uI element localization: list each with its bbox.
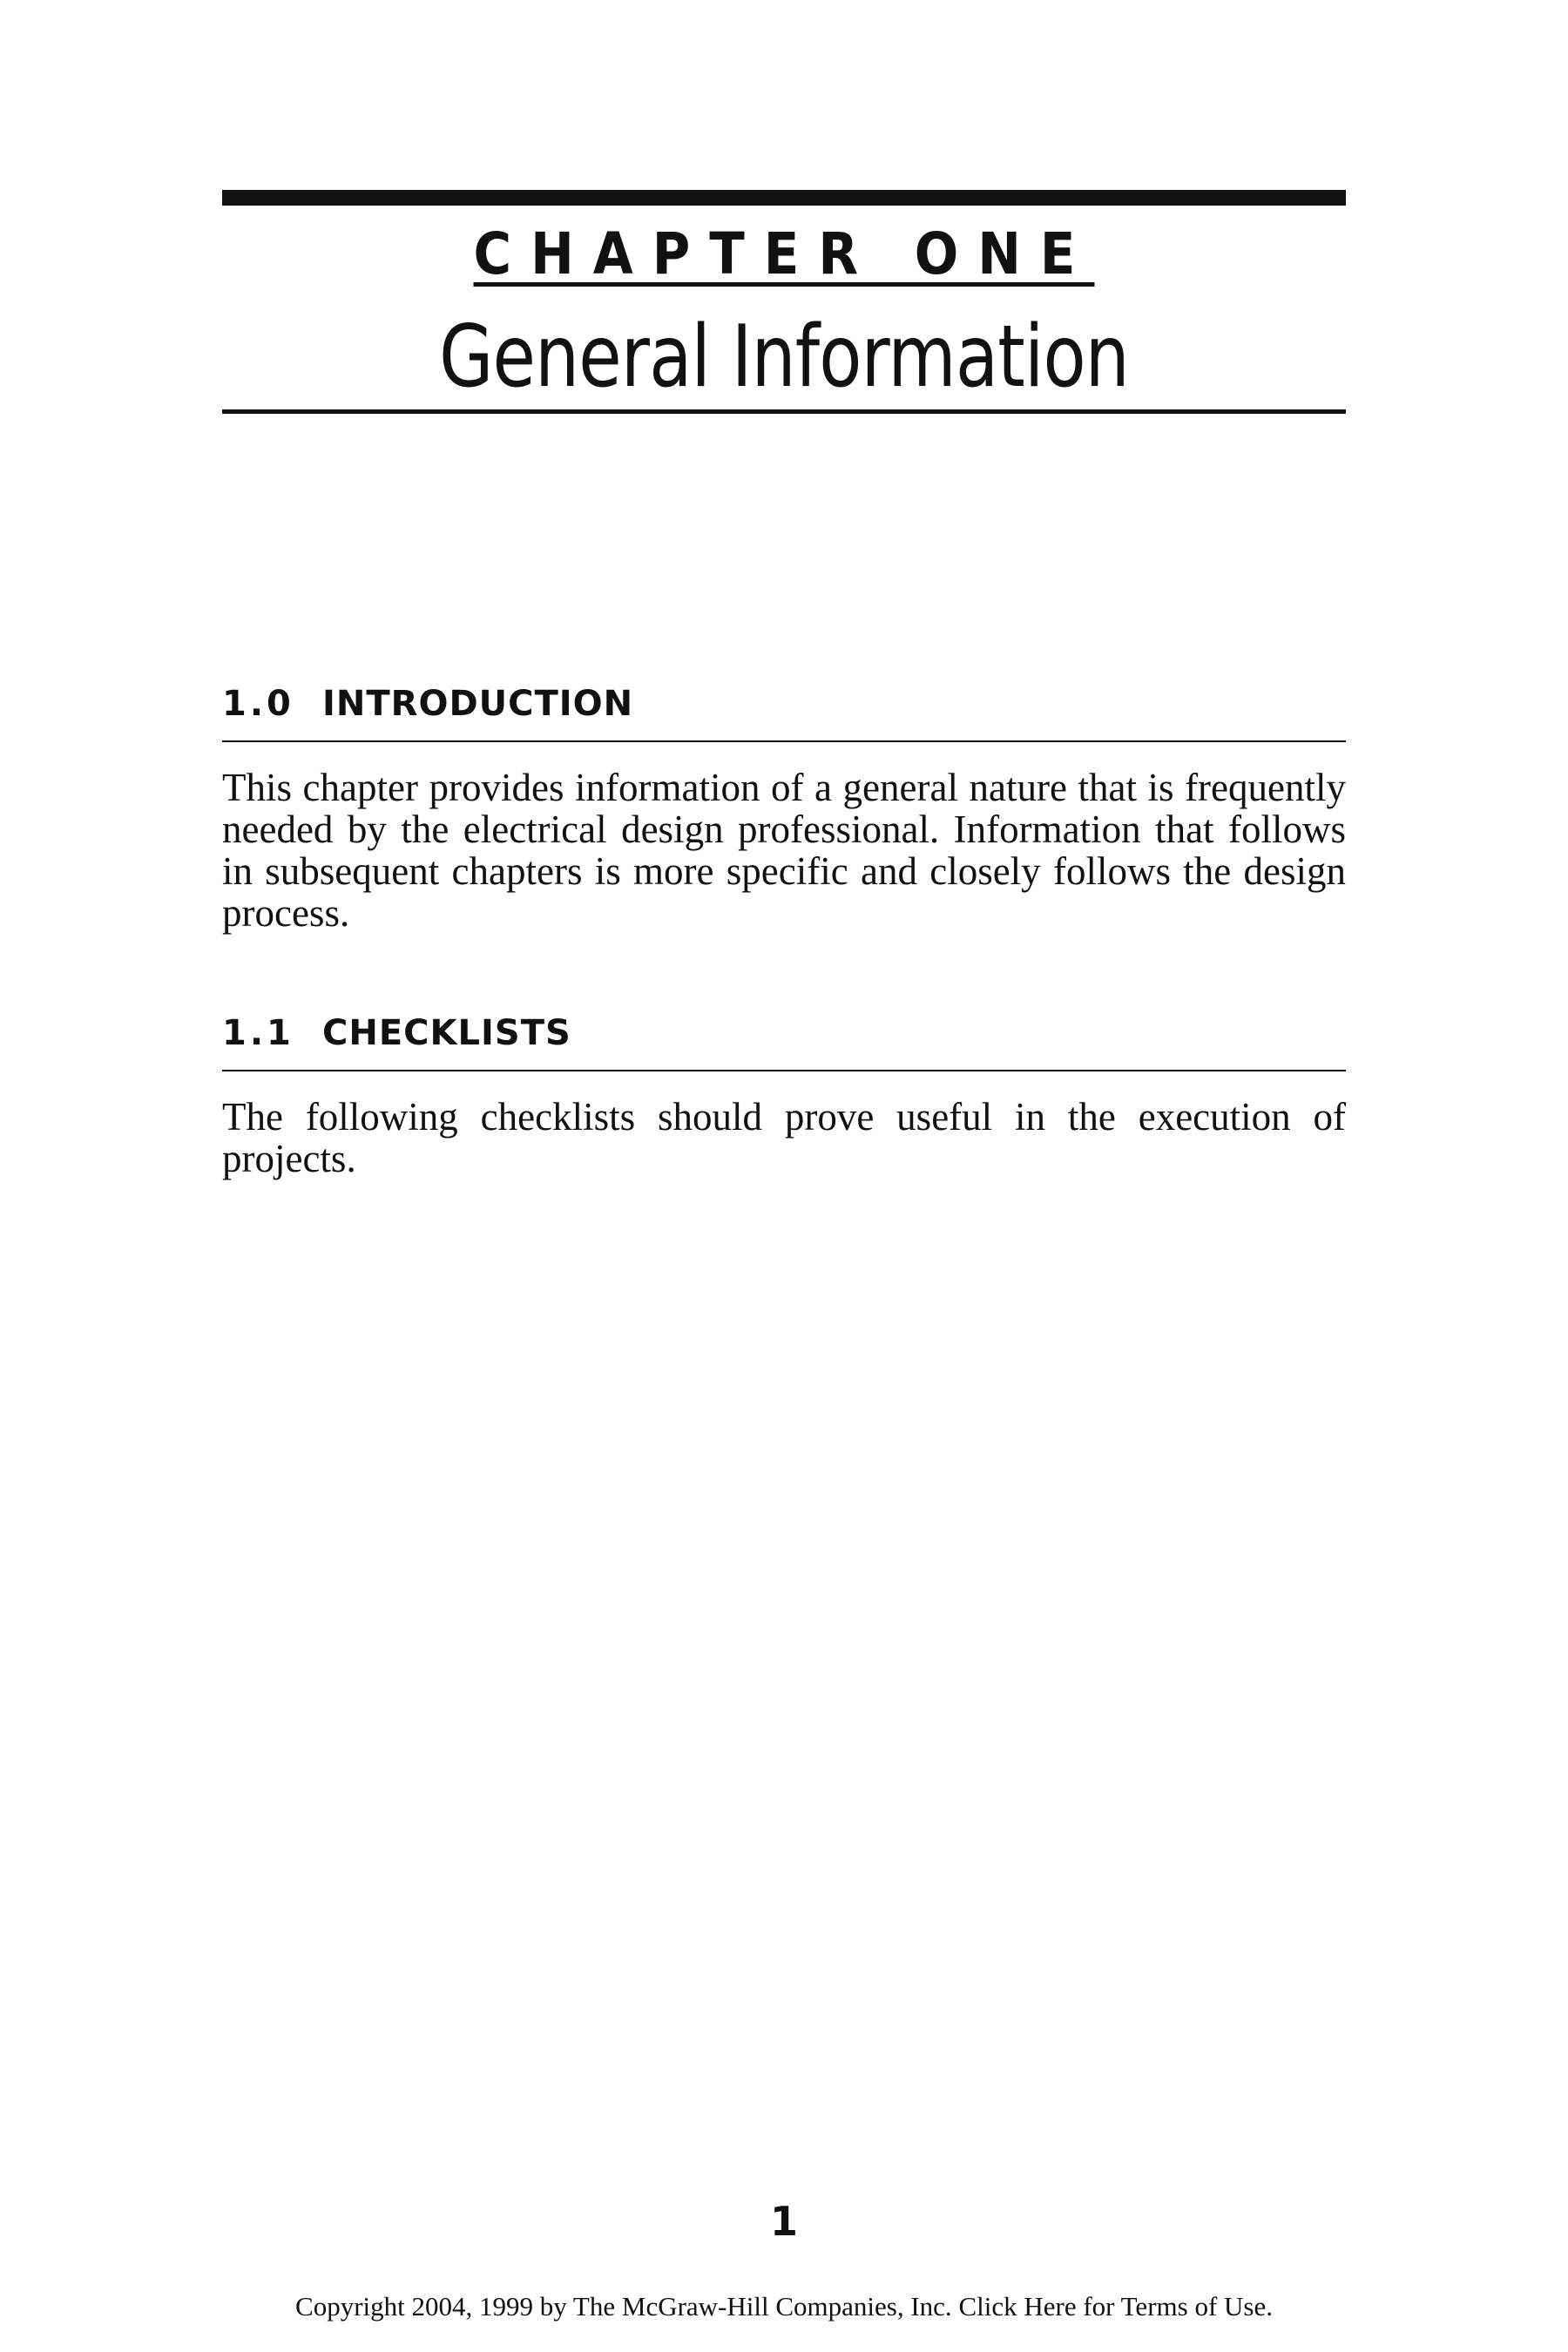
section-number: 1.0 xyxy=(222,684,294,724)
introduction-paragraph: This chapter provides information of a general nature that is frequently needed by the electrical design professional. Information that follows in subsequent chapters is more specific and closely follows the design process. xyxy=(222,766,1346,935)
copyright-notice xyxy=(0,2289,1568,2324)
section-number: 1.1 xyxy=(222,1013,294,1053)
section-heading-checklists xyxy=(222,1009,1346,1058)
checklists-paragraph: The following checklists should prove useful in the execution of projects. xyxy=(222,1095,1346,1180)
page-number: 1 xyxy=(769,2198,798,2245)
chapter-label xyxy=(222,220,1346,289)
chapter-bottom-rule xyxy=(222,409,1346,414)
copyright-text: Copyright 2004, 1999 by The McGraw-Hill Companies, Inc. xyxy=(295,2291,952,2322)
terms-of-use-link[interactable]: Click Here for Terms of Use. xyxy=(958,2291,1273,2322)
section-heading-introduction xyxy=(222,679,1346,728)
chapter-label-text: CHAPTER ONE xyxy=(473,220,1095,287)
section-title: CHECKLISTS xyxy=(322,1013,571,1053)
section-rule-checklists xyxy=(222,1070,1346,1071)
section-rule-introduction xyxy=(222,740,1346,742)
chapter-title: General Information xyxy=(439,308,1129,407)
section-title: INTRODUCTION xyxy=(322,684,634,724)
chapter-top-rule xyxy=(222,190,1346,206)
